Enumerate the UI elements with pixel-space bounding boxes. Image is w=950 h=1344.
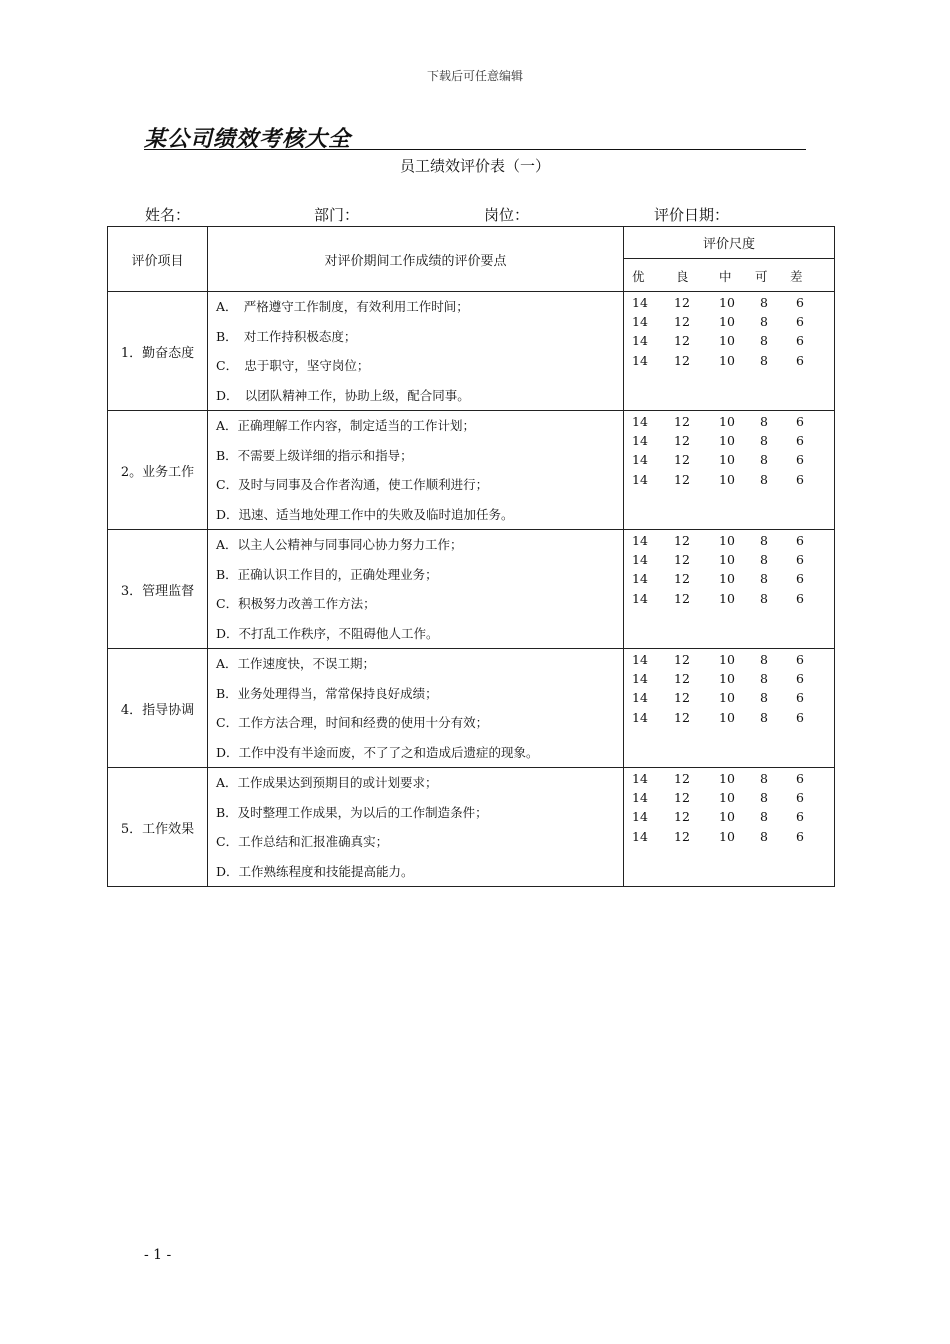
score-row <box>624 550 834 569</box>
department-label: 部门： <box>314 206 360 224</box>
score-value[interactable]: 12 <box>674 452 690 468</box>
score-value[interactable]: 8 <box>760 295 768 310</box>
category-cell: 3．管理监督 <box>108 530 208 649</box>
score-value[interactable]: 6 <box>796 652 804 667</box>
criterion-item: C．工作总结和汇报准确真实； <box>216 834 389 849</box>
score-row <box>624 708 834 727</box>
score-value[interactable]: 14 <box>632 590 648 606</box>
score-value[interactable]: 10 <box>719 414 735 429</box>
score-value[interactable]: 10 <box>719 652 735 667</box>
table-row <box>108 411 835 530</box>
score-value[interactable]: 14 <box>632 333 648 349</box>
scores-cell <box>624 411 835 530</box>
score-value[interactable]: 14 <box>632 295 648 310</box>
score-value[interactable]: 12 <box>674 771 690 786</box>
scores-cell <box>624 768 835 887</box>
criterion-item: B．业务处理得当，常常保持良好成绩； <box>216 685 438 701</box>
criterion-item: D．不打乱工作秩序，不阻碍他人工作。 <box>216 625 439 641</box>
score-value[interactable]: 10 <box>719 771 735 786</box>
evaluation-date-label: 评价日期： <box>654 206 730 224</box>
score-value[interactable]: 12 <box>674 571 690 587</box>
scores-cell <box>624 649 835 768</box>
score-value[interactable]: 6 <box>796 790 804 806</box>
score-value[interactable]: 12 <box>674 828 690 844</box>
score-value[interactable]: 12 <box>674 590 690 606</box>
score-value[interactable]: 14 <box>632 709 648 725</box>
score-value[interactable]: 14 <box>632 414 648 429</box>
score-value[interactable]: 6 <box>796 671 804 687</box>
score-value[interactable]: 6 <box>796 471 804 487</box>
score-value[interactable]: 8 <box>760 809 768 825</box>
score-value[interactable]: 10 <box>719 471 735 487</box>
score-value[interactable]: 6 <box>796 690 804 706</box>
score-value[interactable]: 12 <box>674 809 690 825</box>
score-row <box>624 331 834 350</box>
score-value[interactable]: 6 <box>796 771 804 786</box>
score-row <box>624 769 834 788</box>
criterion-item: D． 以团队精神工作，协助上级，配合同事。 <box>216 387 470 403</box>
criteria-cell <box>208 649 624 768</box>
score-row <box>624 788 834 807</box>
score-row <box>624 589 834 608</box>
score-row <box>624 450 834 469</box>
score-value[interactable]: 8 <box>760 433 768 449</box>
scale-label-poor: 差 <box>790 269 803 284</box>
header-item: 评价项目 <box>108 227 208 292</box>
scale-label-excellent: 优 <box>632 269 645 284</box>
score-value[interactable]: 6 <box>796 352 804 368</box>
score-value[interactable]: 10 <box>719 333 735 349</box>
score-value[interactable]: 14 <box>632 671 648 687</box>
criterion-item: D．工作中没有半途而废，不了了之和造成后遗症的现象。 <box>216 744 539 760</box>
score-value[interactable]: 12 <box>674 333 690 349</box>
score-value[interactable]: 6 <box>796 533 804 548</box>
category-cell: 4．指导协调 <box>108 649 208 768</box>
score-row <box>624 807 834 826</box>
score-value[interactable]: 6 <box>796 552 804 568</box>
score-value[interactable]: 8 <box>760 452 768 468</box>
score-value[interactable]: 6 <box>796 333 804 349</box>
category-cell: 1．勤奋态度 <box>108 292 208 411</box>
criterion-item: C． 忠于职守，坚守岗位； <box>216 358 370 373</box>
scale-labels-cell <box>624 259 835 292</box>
score-value[interactable]: 6 <box>796 414 804 429</box>
scale-label-good: 良 <box>676 269 689 284</box>
score-value[interactable]: 8 <box>760 533 768 548</box>
criteria-cell <box>208 768 624 887</box>
score-value[interactable]: 6 <box>796 433 804 449</box>
score-value[interactable]: 12 <box>674 790 690 806</box>
score-value[interactable]: 8 <box>760 671 768 687</box>
score-value[interactable]: 6 <box>796 809 804 825</box>
score-row <box>624 669 834 688</box>
score-row <box>624 688 834 707</box>
score-value[interactable]: 10 <box>719 690 735 706</box>
score-value[interactable]: 14 <box>632 352 648 368</box>
scale-labels <box>624 259 834 291</box>
score-value[interactable]: 12 <box>674 314 690 330</box>
table-row <box>108 649 835 768</box>
criterion-item: A． 严格遵守工作制度，有效利用工作时间； <box>216 299 469 314</box>
score-value[interactable]: 12 <box>674 533 690 548</box>
page-number: - 1 - <box>144 1247 172 1263</box>
document-title: 某公司绩效考核大全 <box>144 126 352 152</box>
scores-cell <box>624 292 835 411</box>
score-row <box>624 312 834 331</box>
score-value[interactable]: 14 <box>632 433 648 449</box>
score-value[interactable]: 10 <box>719 452 735 468</box>
score-value[interactable]: 10 <box>719 352 735 368</box>
form-title: 员工绩效评价表（一） <box>399 157 550 175</box>
score-value[interactable]: 6 <box>796 571 804 587</box>
score-value[interactable]: 8 <box>760 709 768 725</box>
score-value[interactable]: 10 <box>719 533 735 548</box>
score-row <box>624 431 834 450</box>
score-value[interactable]: 14 <box>632 828 648 844</box>
score-value[interactable]: 6 <box>796 295 804 310</box>
criterion-item: B．正确认识工作目的，正确处理业务； <box>216 566 438 582</box>
score-value[interactable]: 8 <box>760 352 768 368</box>
score-row <box>624 412 834 431</box>
criteria-cell <box>208 411 624 530</box>
score-value[interactable]: 6 <box>796 314 804 330</box>
score-value[interactable]: 8 <box>760 652 768 667</box>
score-value[interactable]: 10 <box>719 709 735 725</box>
score-value[interactable]: 6 <box>796 452 804 468</box>
score-value[interactable]: 8 <box>760 590 768 606</box>
info-row <box>145 204 845 224</box>
score-value[interactable]: 10 <box>719 828 735 844</box>
score-value[interactable]: 6 <box>796 590 804 606</box>
criteria-cell <box>208 292 624 411</box>
header-points: 对评价期间工作成绩的评价要点 <box>208 227 624 292</box>
criterion-item: C．及时与同事及合作者沟通，使工作顺利进行； <box>216 477 489 492</box>
score-value[interactable]: 8 <box>760 771 768 786</box>
category-cell: 2。业务工作 <box>108 411 208 530</box>
score-value[interactable]: 14 <box>632 552 648 568</box>
score-value[interactable]: 12 <box>674 690 690 706</box>
score-value[interactable]: 10 <box>719 295 735 310</box>
score-row <box>624 531 834 550</box>
scores-cell <box>624 530 835 649</box>
criterion-item: B．及时整理工作成果，为以后的工作制造条件； <box>216 804 488 820</box>
name-label: 姓名： <box>145 206 191 224</box>
criterion-item: D．迅速、适当地处理工作中的失败及临时追加任务。 <box>216 506 514 522</box>
table-row <box>108 292 835 411</box>
scale-label-average: 中 <box>719 269 732 284</box>
score-row <box>624 470 834 489</box>
criterion-item: C．积极努力改善工作方法； <box>216 596 376 611</box>
score-value[interactable]: 14 <box>632 471 648 487</box>
header-note: 下载后可任意编辑 <box>426 69 523 83</box>
score-row <box>624 293 834 312</box>
score-value[interactable]: 14 <box>632 314 648 330</box>
score-value[interactable]: 10 <box>719 433 735 449</box>
criterion-item: D．工作熟练程度和技能提高能力。 <box>216 863 414 879</box>
score-value[interactable]: 14 <box>632 533 648 548</box>
score-row <box>624 650 834 669</box>
criterion-item: A．工作成果达到预期目的或计划要求； <box>216 775 438 790</box>
table-row <box>108 530 835 649</box>
score-value[interactable]: 10 <box>719 314 735 330</box>
score-value[interactable]: 12 <box>674 471 690 487</box>
position-label: 岗位： <box>484 206 530 224</box>
evaluation-table <box>107 226 835 887</box>
title-underline <box>144 149 806 150</box>
table-row <box>108 768 835 887</box>
score-value[interactable]: 12 <box>674 352 690 368</box>
criteria-cell <box>208 530 624 649</box>
score-value[interactable]: 8 <box>760 414 768 429</box>
score-value[interactable]: 8 <box>760 790 768 806</box>
score-value[interactable]: 8 <box>760 314 768 330</box>
criterion-item: A．以主人公精神与同事同心协力努力工作； <box>216 537 463 552</box>
criterion-item: B． 对工作持积极态度； <box>216 328 357 344</box>
score-row <box>624 569 834 588</box>
score-value[interactable]: 8 <box>760 333 768 349</box>
category-cell: 5．工作效果 <box>108 768 208 887</box>
score-value[interactable]: 12 <box>674 414 690 429</box>
header-scale: 评价尺度 <box>624 227 835 259</box>
score-value[interactable]: 10 <box>719 790 735 806</box>
score-value[interactable]: 10 <box>719 552 735 568</box>
criterion-item: A．正确理解工作内容，制定适当的工作计划； <box>216 418 476 433</box>
score-value[interactable]: 14 <box>632 652 648 667</box>
score-value[interactable]: 12 <box>674 652 690 667</box>
score-value[interactable]: 10 <box>719 809 735 825</box>
score-value[interactable]: 8 <box>760 471 768 487</box>
score-value[interactable]: 12 <box>674 709 690 725</box>
score-value[interactable]: 14 <box>632 790 648 806</box>
score-value[interactable]: 10 <box>719 671 735 687</box>
score-value[interactable]: 12 <box>674 671 690 687</box>
score-value[interactable]: 12 <box>674 433 690 449</box>
score-value[interactable]: 6 <box>796 709 804 725</box>
score-value[interactable]: 14 <box>632 571 648 587</box>
score-value[interactable]: 14 <box>632 809 648 825</box>
score-value[interactable]: 8 <box>760 571 768 587</box>
score-value[interactable]: 14 <box>632 771 648 786</box>
score-value[interactable]: 10 <box>719 571 735 587</box>
criterion-item: B．不需要上级详细的指示和指导； <box>216 447 413 463</box>
criterion-item: A．工作速度快，不误工期； <box>216 656 376 671</box>
score-value[interactable]: 8 <box>760 552 768 568</box>
criterion-item: C．工作方法合理，时间和经费的使用十分有效； <box>216 715 489 730</box>
score-value[interactable]: 10 <box>719 590 735 606</box>
score-row <box>624 827 834 846</box>
score-value[interactable]: 12 <box>674 295 690 310</box>
score-value[interactable]: 14 <box>632 452 648 468</box>
score-value[interactable]: 14 <box>632 690 648 706</box>
score-value[interactable]: 8 <box>760 828 768 844</box>
score-value[interactable]: 12 <box>674 552 690 568</box>
scale-label-fair: 可 <box>755 269 768 284</box>
score-value[interactable]: 8 <box>760 690 768 706</box>
score-row <box>624 351 834 370</box>
score-value[interactable]: 6 <box>796 828 804 844</box>
